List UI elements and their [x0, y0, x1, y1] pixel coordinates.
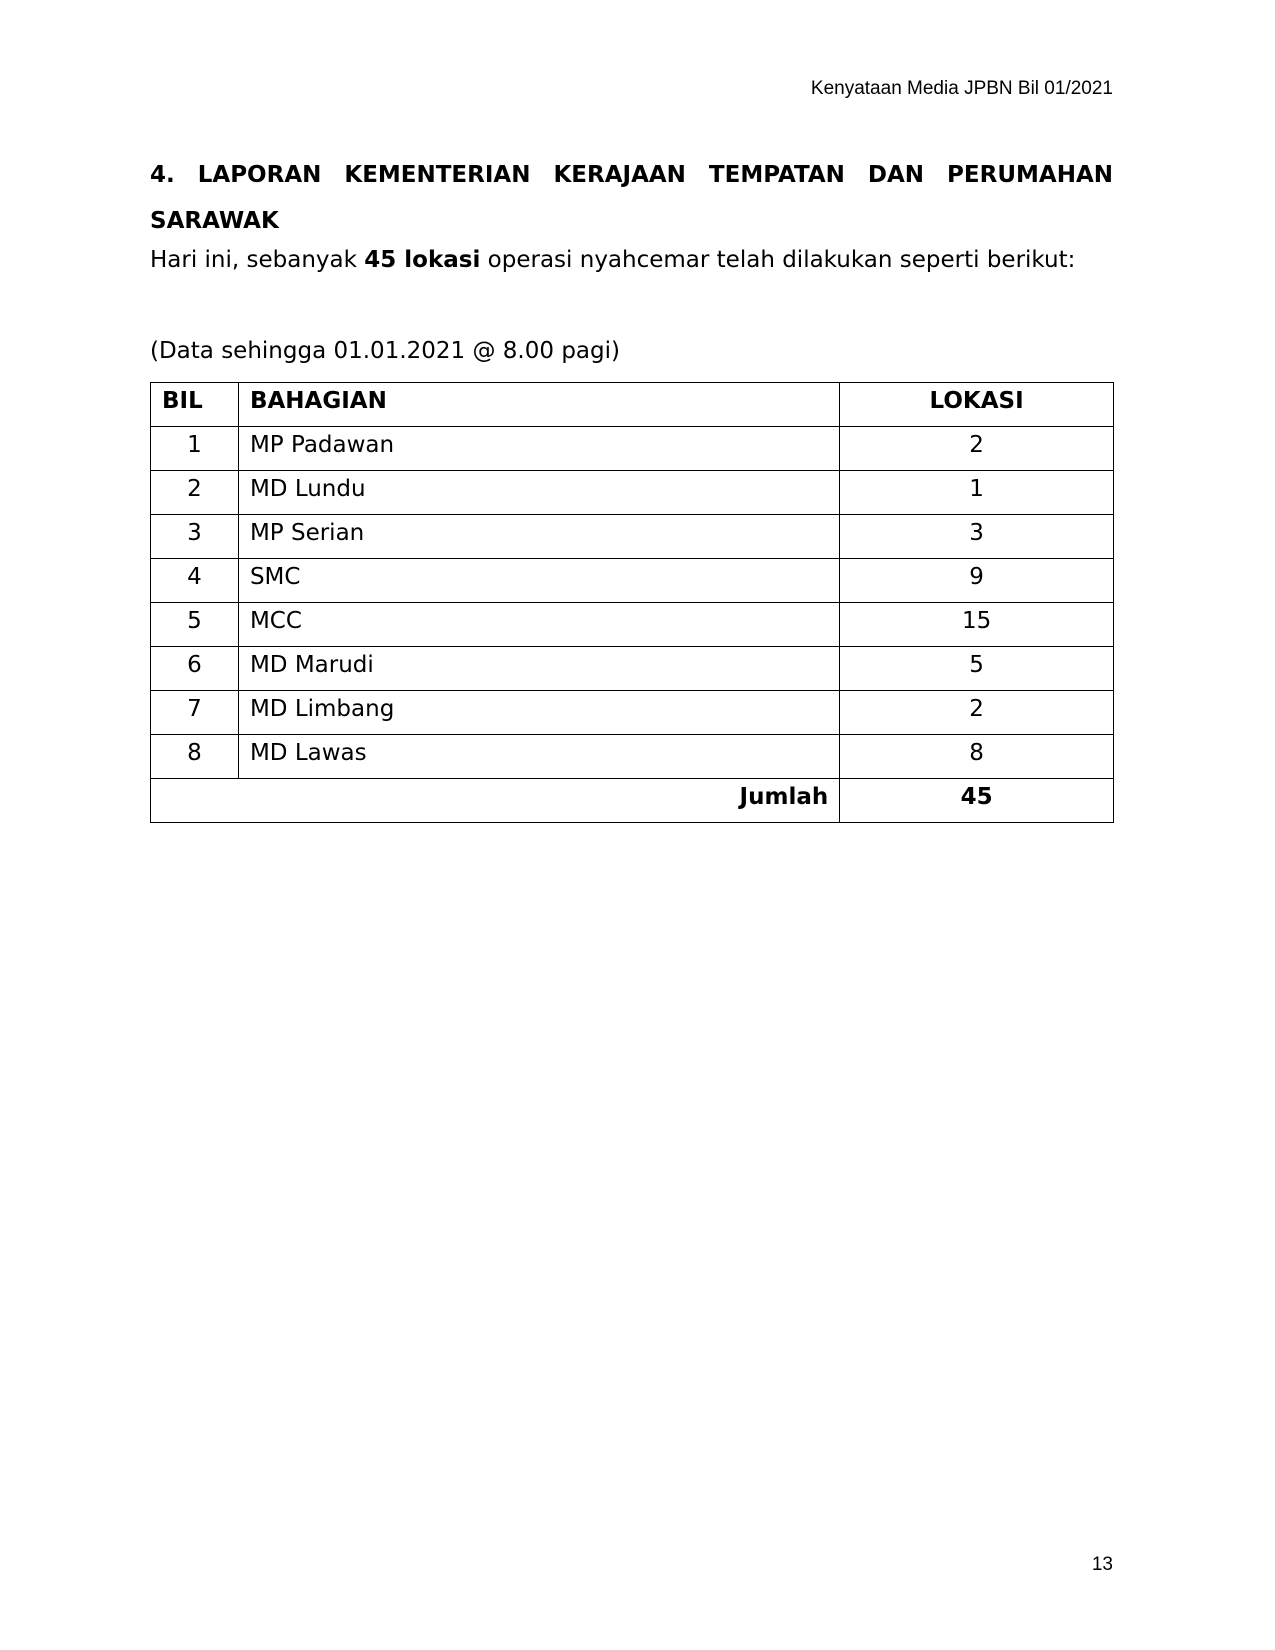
cell-lokasi: 5 — [840, 647, 1114, 691]
page-number: 13 — [1091, 1554, 1113, 1575]
cell-bil: 7 — [151, 691, 239, 735]
cell-bahagian: MD Lundu — [238, 471, 839, 515]
table-body — [151, 427, 1114, 823]
table-row — [151, 691, 1114, 735]
column-header-bahagian: BAHAGIAN — [238, 383, 839, 427]
intro-paragraph — [150, 244, 1113, 276]
cell-bahagian: MCC — [238, 603, 839, 647]
cell-lokasi: 9 — [840, 559, 1114, 603]
cell-lokasi: 2 — [840, 427, 1114, 471]
location-table — [150, 382, 1114, 823]
total-value: 45 — [840, 779, 1114, 823]
table-row — [151, 735, 1114, 779]
column-header-bil: BIL — [151, 383, 239, 427]
table-row — [151, 647, 1114, 691]
cell-bahagian: MP Padawan — [238, 427, 839, 471]
cell-lokasi: 2 — [840, 691, 1114, 735]
cell-lokasi: 8 — [840, 735, 1114, 779]
table-row — [151, 471, 1114, 515]
table-row — [151, 427, 1114, 471]
section-heading: 4. LAPORAN KEMENTERIAN KERAJAAN TEMPATAN DAN PERUMAHAN SARAWAK — [150, 162, 1113, 234]
total-label: Jumlah — [151, 779, 840, 823]
table-row — [151, 559, 1114, 603]
cell-bil: 2 — [151, 471, 239, 515]
cell-lokasi: 1 — [840, 471, 1114, 515]
cell-bil: 3 — [151, 515, 239, 559]
cell-bahagian: SMC — [238, 559, 839, 603]
cell-bil: 6 — [151, 647, 239, 691]
document-header: Kenyataan Media JPBN Bil 01/2021 — [810, 78, 1113, 99]
table-row — [151, 515, 1114, 559]
cell-bil: 5 — [151, 603, 239, 647]
cell-bil: 1 — [151, 427, 239, 471]
data-note: (Data sehingga 01.01.2021 @ 8.00 pagi) — [150, 338, 620, 364]
cell-lokasi: 15 — [840, 603, 1114, 647]
table-total-row — [151, 779, 1114, 823]
intro-text-end: operasi nyahcemar telah dilakukan seperti berikut: — [480, 247, 1076, 273]
cell-bahagian: MD Marudi — [238, 647, 839, 691]
table-header-row — [151, 383, 1114, 427]
cell-bil: 4 — [151, 559, 239, 603]
cell-lokasi: 3 — [840, 515, 1114, 559]
intro-text-start: Hari ini, sebanyak — [150, 247, 365, 273]
intro-text-bold: 45 lokasi — [364, 247, 481, 273]
cell-bil: 8 — [151, 735, 239, 779]
table-row — [151, 603, 1114, 647]
cell-bahagian: MP Serian — [238, 515, 839, 559]
cell-bahagian: MD Limbang — [238, 691, 839, 735]
column-header-lokasi: LOKASI — [840, 383, 1114, 427]
cell-bahagian: MD Lawas — [238, 735, 839, 779]
